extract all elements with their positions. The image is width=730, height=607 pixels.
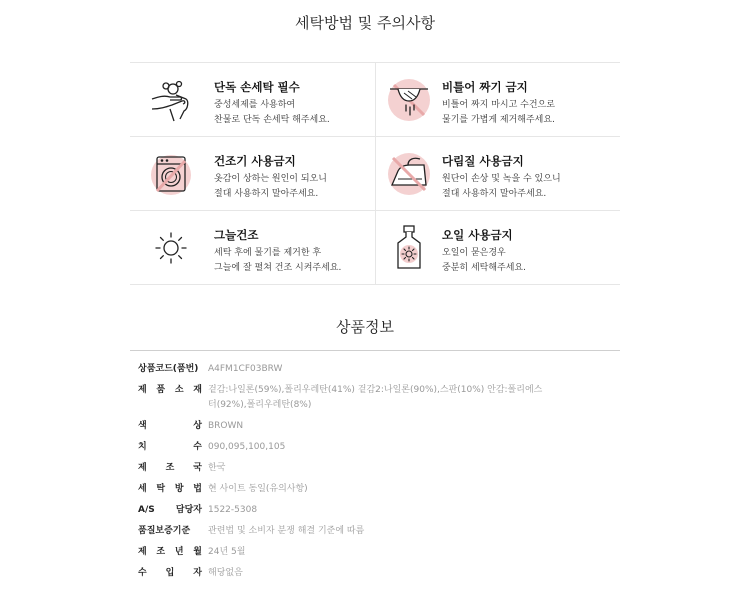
- care-item-desc: 원단이 손상 및 녹을 수 있으니: [442, 174, 561, 184]
- care-item-desc: 중분히 세탁해주세요.: [442, 263, 526, 273]
- info-row-code: [138, 362, 618, 377]
- care-item-desc: 세탁 후에 물기를 제거한 후: [214, 248, 322, 258]
- info-value: 한국: [208, 463, 226, 473]
- care-item-no-dryer: [130, 137, 375, 210]
- care-item-no-iron: [376, 137, 621, 210]
- care-item-title: 비틀어 짜기 금지: [442, 80, 528, 94]
- care-item-desc: 중성세제를 사용하여: [214, 100, 296, 110]
- info-value: BROWN: [208, 421, 244, 431]
- info-value: 겉감:나일론(59%),폴리우레탄(41%) 겉감2:나일론(90%),스판(10%) 안감:폴리에스터(92%),폴리우레탄(8%): [208, 385, 543, 410]
- hand-wash-icon: [146, 75, 196, 125]
- info-row-origin: [138, 461, 618, 476]
- info-row-wash: [138, 482, 618, 497]
- product-info-title: 상품정보: [336, 318, 394, 336]
- care-item-desc: 찬물로 단독 손세탁 해주세요.: [214, 115, 330, 125]
- info-label: 제 품 소 재: [138, 385, 202, 395]
- care-item-title: 오일 사용금지: [442, 228, 513, 242]
- product-info-table: [138, 362, 618, 581]
- info-value: 090,095,100,105: [208, 442, 286, 452]
- info-label: 제 조 년 월: [138, 547, 202, 557]
- info-label: 치 수: [138, 442, 202, 452]
- info-row-size: [138, 440, 618, 455]
- care-item-title: 건조기 사용금지: [214, 154, 296, 168]
- no-wring-icon: [384, 75, 434, 125]
- no-oil-icon: [384, 223, 434, 273]
- care-item-desc: 물기를 가볍게 제거해주세요.: [442, 115, 555, 125]
- info-row-as: [138, 503, 618, 518]
- info-value: A4FM1CF03BRW: [208, 364, 283, 374]
- no-iron-icon: [384, 149, 434, 199]
- info-label: 수 입 자: [138, 568, 202, 578]
- info-label: 색 상: [138, 421, 202, 431]
- shade-dry-icon: [146, 223, 196, 273]
- care-item-shade-dry: [130, 211, 375, 284]
- info-label: A/S 담당자: [138, 505, 202, 515]
- info-label: 세 탁 방 법: [138, 484, 202, 494]
- info-row-material: [138, 383, 618, 413]
- care-item-desc: 비틀어 짜지 마시고 수건으로: [442, 100, 555, 110]
- care-grid-divider: [375, 63, 376, 285]
- care-item-title: 그늘건조: [214, 228, 259, 242]
- care-item-no-oil: [376, 211, 621, 284]
- care-item-no-wring: [376, 63, 621, 136]
- info-row-date: [138, 545, 618, 560]
- care-item-desc: 오일이 묻은경우: [442, 248, 506, 258]
- info-value: 24년 5월: [208, 547, 246, 557]
- care-instructions-grid: [130, 62, 620, 285]
- info-row-importer: [138, 566, 618, 581]
- info-row-color: [138, 419, 618, 434]
- info-row-warranty: [138, 524, 618, 539]
- info-label: 상품코드(품번): [138, 364, 199, 374]
- info-value: 해당없음: [208, 568, 243, 578]
- care-item-desc: 그늘에 잘 펼쳐 건조 시켜주세요.: [214, 263, 342, 273]
- care-item-title: 단독 손세탁 필수: [214, 80, 300, 94]
- info-value: 현 사이트 동일(유의사항): [208, 484, 308, 494]
- care-item-hand-wash: [130, 63, 375, 136]
- info-label: 제 조 국: [138, 463, 202, 473]
- care-item-desc: 절대 사용하지 말아주세요.: [442, 189, 547, 199]
- care-section-title: 세탁방법 및 주의사항: [295, 14, 435, 32]
- info-value: 관련법 및 소비자 분쟁 해결 기준에 따름: [208, 526, 365, 536]
- no-dryer-icon: [146, 149, 196, 199]
- info-label: 품질보증기준: [138, 526, 191, 536]
- product-info-divider: [130, 350, 620, 351]
- care-item-desc: 옷감이 상하는 원인이 되오니: [214, 174, 327, 184]
- info-value: 1522-5308: [208, 505, 258, 515]
- care-item-desc: 절대 사용하지 말아주세요.: [214, 189, 319, 199]
- care-item-title: 다림질 사용금지: [442, 154, 524, 168]
